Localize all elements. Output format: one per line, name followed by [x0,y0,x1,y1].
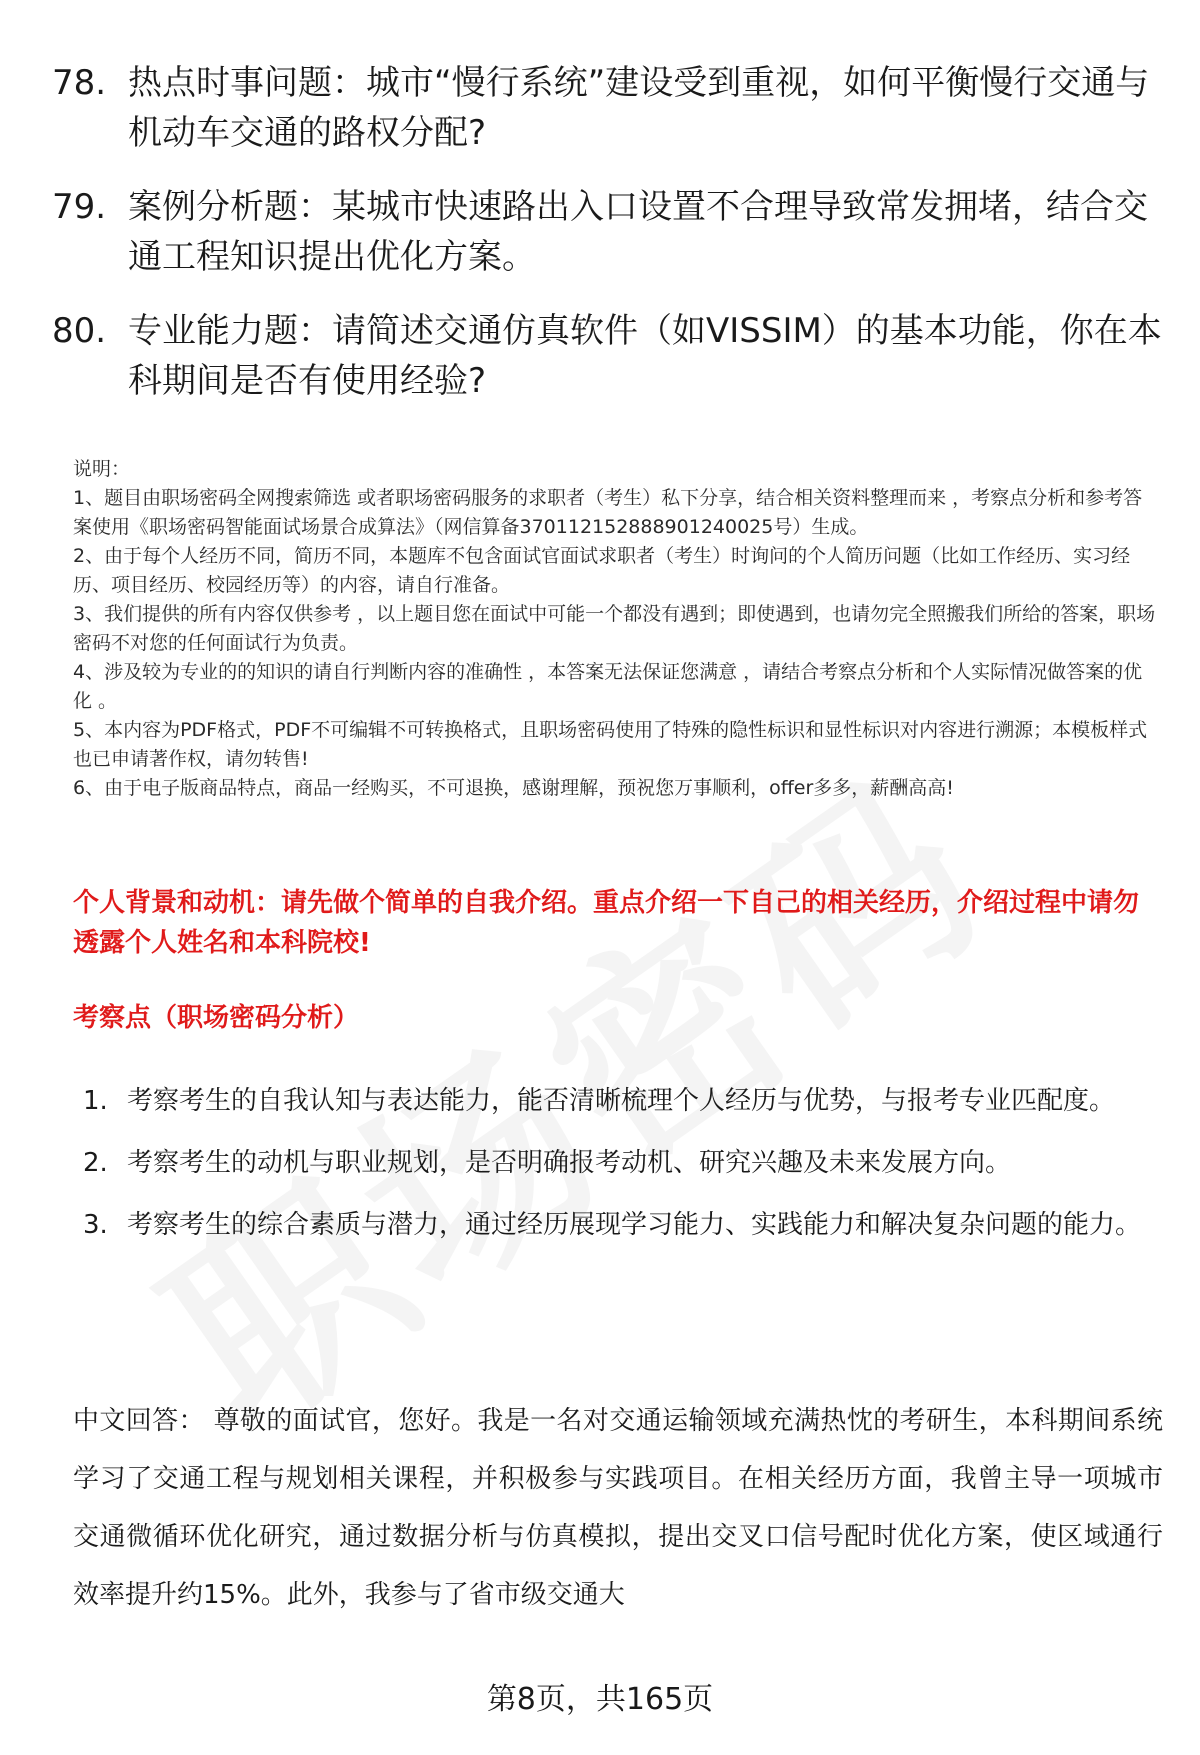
point-text: 考察考生的综合素质与潜力，通过经历展现学习能力、实践能力和解决复杂问题的能力。 [127,1210,1142,1240]
question-text: 热点时事问题：城市“慢行系统”建设受到重视，如何平衡慢行交通与机动车交通的路权分配? [128,63,1150,153]
answer-label: 中文回答： [73,1406,205,1436]
point-number: 3. [83,1210,108,1240]
question-list [52,58,1162,430]
question-number: 80. [52,311,107,351]
note-item: 2、由于每个人经历不同，简历不同，本题库不包含面试官面试求职者（考生）时询问的个人简历问题（比如工作经历、实习经历、项目经历、校园经历等）的内容，请自行准备。 [73,545,1131,596]
answer-text: 尊敬的面试官，您好。我是一名对交通运输领域充满热忱的考研生，本科期间系统学习了交通工程与规划相关课程，并积极参与实践项目。在相关经历方面，我曾主导一项城市交通微循环优化研究，通过数据分析与仿真模拟，提出交叉口信号配时优化方案，使区域通行效率提升约15%。此外，我参与了省市级交通大 [73,1406,1163,1610]
point-text: 考察考生的动机与职业规划，是否明确报考动机、研究兴趣及未来发展方向。 [127,1148,1012,1178]
note-item: 3、我们提供的所有内容仅供参考 ，以上题目您在面试中可能一个都没有遇到；即使遇到，也请勿完全照搬我们所给的答案，职场密码不对您的任何面试行为负责。 [73,603,1156,654]
question-number: 78. [52,63,107,103]
answer-paragraph [73,1392,1163,1624]
notes-block [73,455,1158,803]
note-item: 5、本内容为PDF格式，PDF不可编辑不可转换格式，且职场密码使用了特殊的隐性标识和显性标识对内容进行溯源；本模板样式也已申请著作权，请勿转售! [73,719,1148,770]
point-number: 2. [83,1148,108,1178]
page-footer: 第8页，共165页 [486,1682,714,1717]
question-item [52,58,1162,158]
question-number: 79. [52,187,107,227]
question-text: 专业能力题：请简述交通仿真软件（如VISSIM）的基本功能，你在本科期间是否有使用经验? [128,311,1162,401]
note-item: 6、由于电子版商品特点，商品一经购买，不可退换，感谢理解，预祝您万事顺利，offer多多，薪酬高高! [73,777,954,799]
point-text: 考察考生的自我认知与表达能力，能否清晰梳理个人经历与优势，与报考专业匹配度。 [127,1086,1116,1116]
question-item [52,306,1162,406]
note-item: 4、涉及较为专业的的知识的请自行判断内容的准确性 ，本答案无法保证您满意 ，请结合考察点分析和个人实际情况做答案的优化 。 [73,661,1143,712]
note-item: 1、题目由职场密码全网搜索筛选 或者职场密码服务的求职者（考生）私下分享，结合相关资料整理而来 ，考察点分析和参考答案使用《职场密码智能面试场景合成算法》（网信算备370112152888901240025号）生成。 [73,487,1143,538]
assessment-heading: 考察点（职场密码分析） [73,1003,360,1033]
assessment-point [83,1072,1163,1130]
assessment-point-list [83,1072,1163,1258]
assessment-point [83,1134,1163,1192]
question-text: 案例分析题：某城市快速路出入口设置不合理导致常发拥堵，结合交通工程知识提出优化方案。 [128,187,1148,277]
question-item [52,182,1162,282]
assessment-point [83,1196,1163,1254]
notes-title: 说明： [73,458,131,480]
section-heading: 个人背景和动机：请先做个简单的自我介绍。重点介绍一下自己的相关经历，介绍过程中请勿透露个人姓名和本科院校! [73,888,1140,958]
point-number: 1. [83,1086,108,1116]
